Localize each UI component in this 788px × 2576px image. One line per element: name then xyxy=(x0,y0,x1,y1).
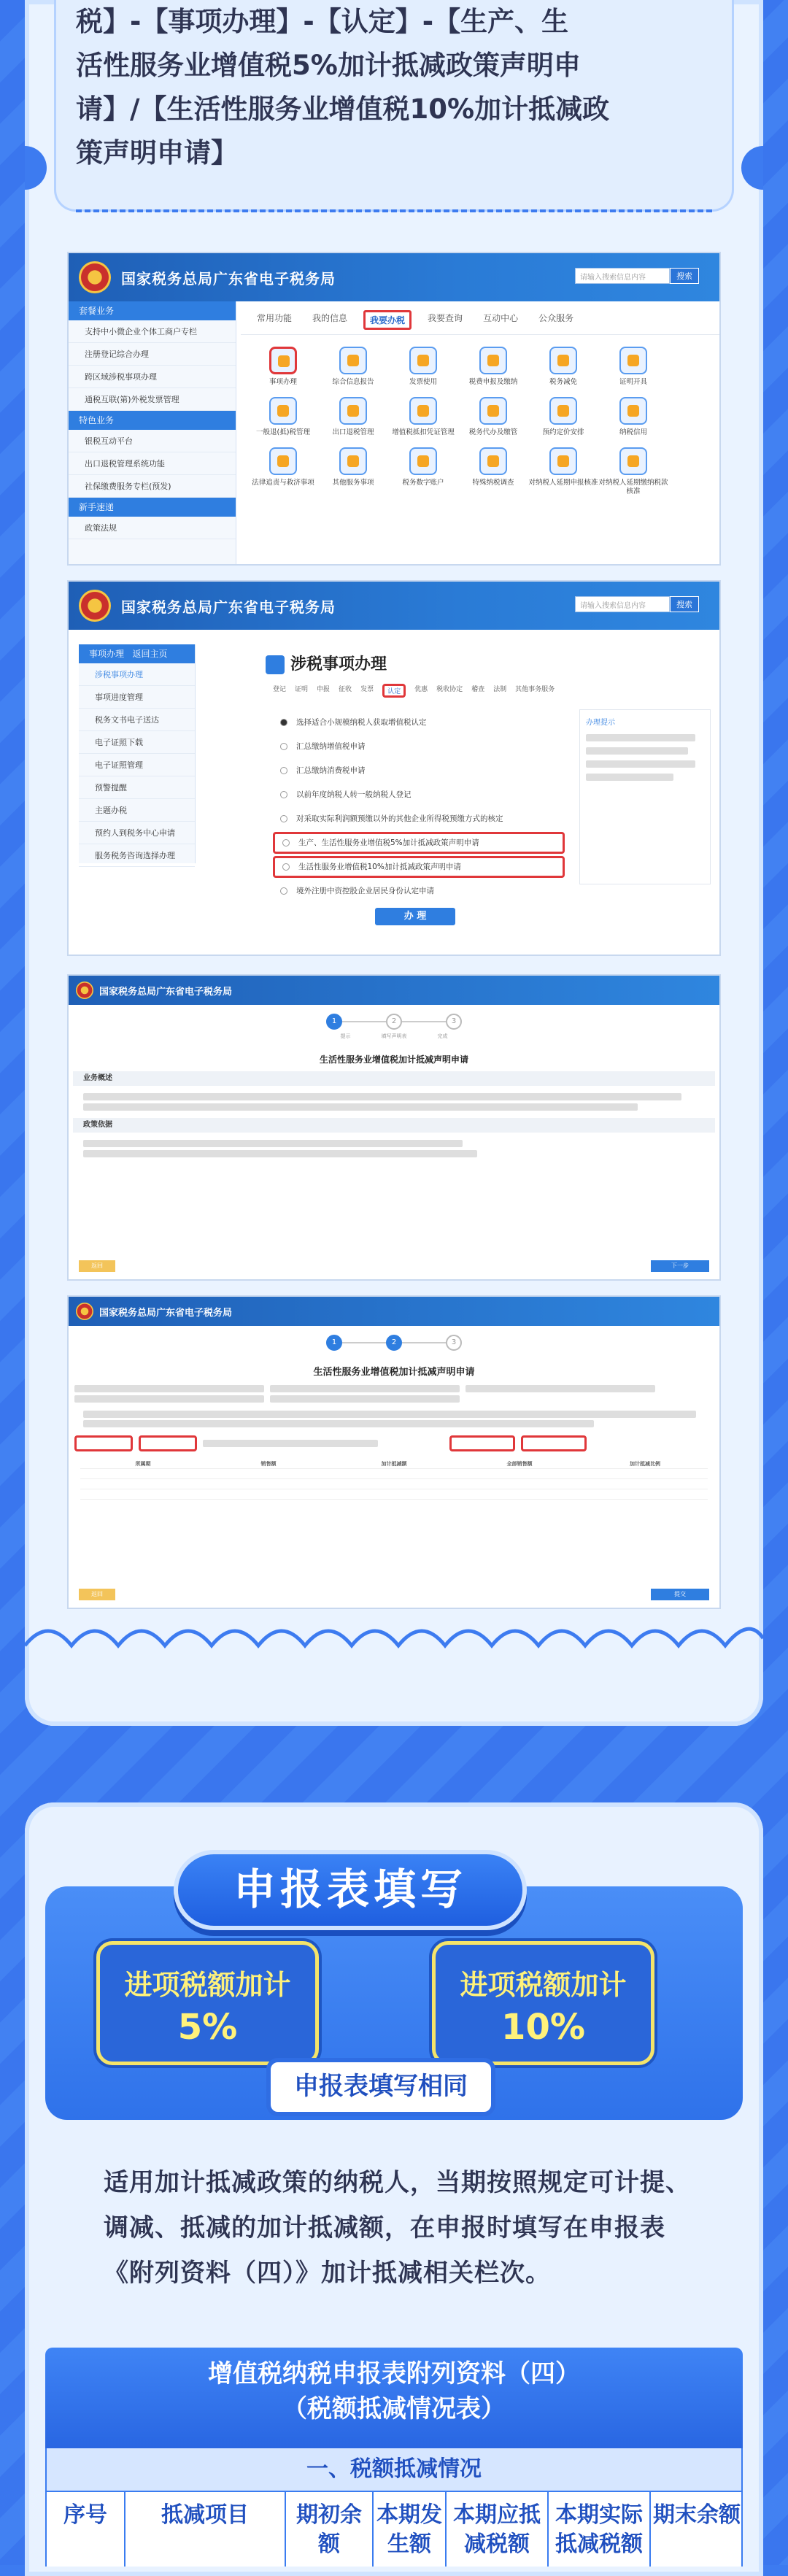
header-search xyxy=(575,596,699,612)
tips-panel xyxy=(579,709,711,884)
submit-button[interactable]: 提交 xyxy=(651,1589,709,1600)
screenshot-portal xyxy=(67,252,721,566)
step-line xyxy=(342,1021,386,1022)
tab-interaction[interactable]: 互动中心 xyxy=(483,313,519,323)
sidebar-item[interactable]: 预约人到税务中心申请 xyxy=(79,822,195,844)
step-line xyxy=(402,1342,446,1343)
screenshot-step2 xyxy=(67,1295,721,1609)
form-table xyxy=(45,2348,743,2567)
total-sales-field[interactable] xyxy=(449,1435,515,1451)
service-item[interactable] xyxy=(458,397,528,437)
export-icon xyxy=(339,397,367,425)
sidebar-item[interactable]: 注册登记综合办理 xyxy=(69,343,236,366)
radio-icon xyxy=(280,743,287,750)
sidebar-item[interactable]: 通税互联(第)外税发票管理 xyxy=(69,388,236,411)
service-label: 事项办理 xyxy=(269,378,297,386)
table-section-row: 一、税额抵减情况 xyxy=(45,2448,743,2491)
radio-icon xyxy=(280,887,287,895)
option-row[interactable] xyxy=(273,880,565,902)
table-header-cell: 所属期 xyxy=(135,1461,151,1467)
header-search xyxy=(575,268,699,284)
voucher-icon xyxy=(409,397,437,425)
rate-label: 进项税额加计 xyxy=(460,1969,627,2001)
column-header: 抵减项目 xyxy=(125,2492,286,2567)
search-button[interactable]: 搜索 xyxy=(670,596,699,612)
tab-invoice[interactable]: 发票 xyxy=(360,686,374,693)
tab-preferential[interactable]: 优惠 xyxy=(414,686,428,693)
option-list xyxy=(273,709,565,925)
sidebar-section[interactable]: 新手速递 xyxy=(69,498,236,517)
sidebar-section[interactable]: 套餐业务 xyxy=(69,301,236,320)
tab-register[interactable]: 登记 xyxy=(273,686,287,693)
intro-line: 请】/【生活性服务业增值税10%加计抵减政 xyxy=(76,93,610,125)
rate-box-10pct xyxy=(432,1941,654,2065)
option-label: 以前年度纳税人转一般纳税人登记 xyxy=(296,790,412,799)
back-button[interactable]: 返回 xyxy=(79,1589,115,1600)
service-label: 对纳税人延期申报核准 xyxy=(528,479,598,487)
option-row[interactable] xyxy=(273,784,565,806)
dashed-divider xyxy=(76,209,712,212)
section-badge: 申报表填写 xyxy=(174,1850,527,1930)
table-header-cell: 加计抵减比例 xyxy=(630,1461,660,1467)
step-label: 填写声明表 xyxy=(381,1033,407,1039)
text-line xyxy=(83,1411,696,1418)
form-field[interactable] xyxy=(270,1395,460,1403)
form-field[interactable] xyxy=(74,1395,264,1403)
service-label: 增值税抵扣凭证管理 xyxy=(392,428,455,436)
sidebar-item[interactable]: 出口退税管理系统功能 xyxy=(69,452,236,475)
side-head-label: 事项办理 xyxy=(89,649,125,659)
table-columns xyxy=(45,2491,743,2567)
service-item[interactable] xyxy=(598,447,668,496)
intro-line: 策声明申请】 xyxy=(76,137,238,169)
sidebar-item[interactable]: 跨区域涉税事项办理 xyxy=(69,366,236,388)
service-item[interactable] xyxy=(528,397,598,437)
service-label: 预约定价安排 xyxy=(542,428,584,436)
tab-declare[interactable]: 申报 xyxy=(317,686,331,693)
form-row xyxy=(69,1434,719,1454)
column-header: 本期发生额 xyxy=(374,2492,447,2567)
radio-icon xyxy=(280,815,287,822)
column-header: 本期应抵减税额 xyxy=(447,2492,549,2567)
service-item[interactable] xyxy=(528,347,598,387)
tab-collect[interactable]: 征收 xyxy=(339,686,352,693)
step-3: 3 xyxy=(446,1335,462,1351)
service-label: 税务代办及缴管 xyxy=(468,428,518,436)
form-field[interactable] xyxy=(270,1385,460,1392)
table-title-line: 增值税纳税申报表附列资料（四） xyxy=(208,2359,580,2388)
sidebar-item[interactable]: 电子证照下载 xyxy=(79,731,195,754)
radio-icon xyxy=(280,767,287,774)
intro-text xyxy=(76,0,703,175)
matters-tabs xyxy=(273,684,555,698)
service-item[interactable] xyxy=(458,447,528,496)
next-button[interactable]: 下一步 xyxy=(651,1260,709,1272)
service-label: 其他服务事项 xyxy=(332,479,374,487)
tab-proof[interactable]: 证明 xyxy=(295,686,309,693)
portal-main xyxy=(241,301,719,508)
tab-identify[interactable]: 认定 xyxy=(382,684,406,698)
sidebar-item[interactable]: 支持中小微企业个体工商户专栏 xyxy=(69,320,236,343)
account-icon xyxy=(409,447,437,475)
step-2: 2 xyxy=(386,1335,402,1351)
other-icon xyxy=(339,447,367,475)
service-label: 特殊纳税调查 xyxy=(472,479,514,487)
ratio-field[interactable] xyxy=(521,1435,587,1451)
service-item[interactable] xyxy=(598,397,668,437)
form-row xyxy=(69,1394,719,1404)
table-title-line: （税额抵减情况表） xyxy=(282,2394,506,2423)
radio-icon xyxy=(280,791,287,798)
tab-inspect[interactable]: 稽查 xyxy=(471,686,485,693)
tax-emblem-icon xyxy=(79,261,111,293)
option-label: 汇总缴纳消费税申请 xyxy=(296,766,366,775)
basis-text xyxy=(69,1133,719,1165)
pen-icon xyxy=(269,347,297,374)
service-label: 法律追责与救济事项 xyxy=(252,479,314,487)
portal-sidebar xyxy=(69,301,236,566)
option-row[interactable] xyxy=(273,712,565,733)
form-field[interactable] xyxy=(74,1385,264,1392)
service-item[interactable] xyxy=(248,447,318,496)
tab-common[interactable]: 常用功能 xyxy=(257,313,293,323)
service-item[interactable] xyxy=(388,447,458,496)
service-item[interactable] xyxy=(598,347,668,387)
sidebar-item[interactable]: 税务文书电子送达 xyxy=(79,709,195,731)
credit-icon xyxy=(619,397,647,425)
agent-icon xyxy=(479,397,507,425)
delay-icon xyxy=(549,447,577,475)
step-label: 完成 xyxy=(437,1033,448,1039)
invoice-icon xyxy=(409,347,437,374)
investigation-icon xyxy=(479,447,507,475)
tax-emblem-icon xyxy=(76,1303,93,1320)
reduce-icon xyxy=(549,347,577,374)
tab-legal[interactable]: 法制 xyxy=(493,686,507,693)
matters-sidebar xyxy=(79,644,196,863)
tax-emblem-icon xyxy=(76,982,93,999)
service-label: 证明开具 xyxy=(619,378,647,386)
step-label: 提示 xyxy=(340,1033,351,1039)
tab-query[interactable]: 我要查询 xyxy=(428,313,463,323)
tab-treaty[interactable]: 税收协定 xyxy=(436,686,463,693)
stepper xyxy=(69,1014,719,1030)
form-field[interactable] xyxy=(203,1440,378,1447)
option-label: 生活性服务业增值税10%加计抵减政策声明申请 xyxy=(298,863,461,871)
table-header xyxy=(80,1459,708,1469)
tab-other[interactable]: 其他事务服务 xyxy=(515,686,555,693)
refund-icon xyxy=(269,397,297,425)
tips-text xyxy=(586,774,673,781)
declare-icon xyxy=(479,347,507,374)
explanation-paragraph: 适用加计抵减政策的纳税人，当期按照规定可计提、调减、抵减的加计抵减额，在申报时填写在申报表《附列资料（四）》加计抵减相关栏次。 xyxy=(104,2168,691,2288)
doc-title: 生活性服务业增值税加计抵减声明申请 xyxy=(313,1367,475,1378)
portal-title: 国家税务总局广东省电子税务局 xyxy=(99,1307,233,1319)
table-header-cell: 销售额 xyxy=(260,1461,277,1467)
step-line xyxy=(342,1342,386,1343)
table-row xyxy=(80,1469,708,1479)
service-label: 对纳税人延期缴纳税款核准 xyxy=(598,479,668,495)
option-row-10pct[interactable] xyxy=(273,856,565,878)
service-label: 税务减免 xyxy=(549,378,577,386)
section-basis: 政策依据 xyxy=(73,1118,715,1133)
do-button[interactable]: 办 理 xyxy=(375,908,455,925)
option-row[interactable] xyxy=(273,736,565,757)
period-select[interactable] xyxy=(74,1435,133,1451)
step-3: 3 xyxy=(446,1014,462,1030)
tips-text xyxy=(586,734,695,741)
law-icon xyxy=(269,447,297,475)
sidebar-item[interactable]: 服务税务咨询选择办理 xyxy=(79,844,195,867)
report-icon xyxy=(339,347,367,374)
table-row xyxy=(80,1489,708,1500)
sidebar-item[interactable]: 电子证照管理 xyxy=(79,754,195,776)
tips-head: 办理提示 xyxy=(586,719,615,727)
service-label: 综合信息报告 xyxy=(332,378,374,386)
search-button[interactable]: 搜索 xyxy=(670,268,699,284)
column-header: 期初余额 xyxy=(286,2492,374,2567)
history-table xyxy=(80,1459,708,1500)
table-title xyxy=(45,2348,743,2448)
sidebar-item[interactable]: 主题办税 xyxy=(79,799,195,822)
service-label: 发票使用 xyxy=(409,378,437,386)
option-row[interactable] xyxy=(273,808,565,830)
option-row[interactable] xyxy=(273,760,565,782)
sidebar-section[interactable]: 特色业务 xyxy=(69,411,236,430)
service-label: 出口退税管理 xyxy=(332,428,374,436)
portal-header xyxy=(69,1297,719,1326)
notch-right xyxy=(741,146,763,190)
screenshot-step1 xyxy=(67,974,721,1281)
service-item[interactable] xyxy=(318,447,388,496)
service-item[interactable] xyxy=(528,447,598,496)
service-item[interactable] xyxy=(388,397,458,437)
tips-text xyxy=(586,747,688,755)
text-line xyxy=(83,1093,681,1100)
text-line xyxy=(83,1150,477,1157)
service-item[interactable] xyxy=(318,347,388,387)
form-field[interactable] xyxy=(466,1385,655,1392)
service-matters[interactable] xyxy=(248,347,318,387)
portal-title: 国家税务总局广东省电子税务局 xyxy=(99,986,233,998)
tips-text xyxy=(586,760,695,768)
option-label: 汇总缴纳增值税申请 xyxy=(296,742,366,751)
statement-text xyxy=(69,1404,719,1434)
column-header: 本期实际抵减税额 xyxy=(549,2492,651,2567)
same-form-pill: 申报表填写相同 xyxy=(266,2058,495,2116)
sidebar-item[interactable]: 政策法规 xyxy=(69,517,236,539)
service-item[interactable] xyxy=(458,347,528,387)
card-procedure xyxy=(25,0,763,1726)
step-2: 2 xyxy=(386,1014,402,1030)
sidebar-item[interactable]: 社保缴费服务专栏(预发) xyxy=(69,475,236,498)
overview-text xyxy=(69,1086,719,1118)
search-input[interactable]: 请输入搜索信息内容 xyxy=(575,596,670,612)
portal-tabs xyxy=(241,301,719,335)
step-1: 1 xyxy=(326,1335,342,1351)
screenshot-matters xyxy=(67,580,721,956)
option-row-5pct[interactable] xyxy=(273,832,565,854)
notch-left xyxy=(25,146,47,190)
sidebar-item[interactable]: 事项进度管理 xyxy=(79,686,195,709)
tab-my-info[interactable]: 我的信息 xyxy=(312,313,348,323)
rate-box-5pct xyxy=(96,1941,319,2065)
sidebar-item[interactable]: 涉税事项办理 xyxy=(79,663,195,686)
column-header: 期末余额 xyxy=(651,2492,743,2567)
option-label: 生产、生活性服务业增值税5%加计抵减政策声明申请 xyxy=(298,838,479,847)
service-label: 税费申报及缴纳 xyxy=(468,378,518,386)
column-header: 序号 xyxy=(47,2492,125,2567)
doc-title: 生活性服务业增值税加计抵减声明申请 xyxy=(319,1054,468,1065)
delay-pay-icon xyxy=(619,447,647,475)
step-labels xyxy=(69,1033,719,1040)
form-row xyxy=(69,1384,719,1394)
rate-value: 5% xyxy=(177,2007,238,2048)
sidebar-item[interactable]: 预警提醒 xyxy=(79,776,195,799)
step-line xyxy=(402,1021,446,1022)
step-1: 1 xyxy=(326,1014,342,1030)
service-item[interactable] xyxy=(318,397,388,437)
table-row xyxy=(80,1479,708,1489)
service-label: 一般退(抵)税管理 xyxy=(256,428,310,436)
matters-title xyxy=(266,652,387,674)
option-label: 选择适合小规模纳税人获取增值税认定 xyxy=(296,718,427,727)
text-line xyxy=(83,1103,638,1111)
rate-value: 10% xyxy=(501,2007,585,2048)
service-item[interactable] xyxy=(388,347,458,387)
pricing-icon xyxy=(549,397,577,425)
table-header-cell: 全部销售额 xyxy=(506,1461,533,1467)
industry-select[interactable] xyxy=(139,1435,197,1451)
tab-tax-handling[interactable]: 我要办税 xyxy=(363,310,412,330)
tab-public[interactable]: 公众服务 xyxy=(538,313,574,323)
text-line xyxy=(83,1420,594,1427)
portal-header xyxy=(69,253,719,301)
tax-emblem-icon xyxy=(79,590,111,622)
radio-icon xyxy=(282,863,290,871)
radio-icon xyxy=(282,839,290,847)
back-button[interactable]: 返回 xyxy=(79,1260,115,1272)
service-item[interactable] xyxy=(248,397,318,437)
search-input[interactable]: 请输入搜索信息内容 xyxy=(575,268,670,284)
certificate-icon xyxy=(619,347,647,374)
text-line xyxy=(83,1140,463,1147)
matters-icon xyxy=(266,655,285,674)
back-home-link[interactable]: 返回主页 xyxy=(132,649,168,659)
intro-line: 活性服务业增值税5%加计抵减政策声明申 xyxy=(76,50,581,81)
radio-icon xyxy=(280,719,287,726)
rate-label: 进项税额加计 xyxy=(124,1969,291,2001)
portal-title: 国家税务总局广东省电子税务局 xyxy=(121,269,336,288)
portal-title: 国家税务总局广东省电子税务局 xyxy=(121,598,336,616)
sidebar-item[interactable]: 银税互动平台 xyxy=(69,430,236,452)
table-header-cell: 加计抵减额 xyxy=(381,1461,407,1467)
service-label: 纳税信用 xyxy=(619,428,647,436)
portal-header xyxy=(69,582,719,630)
stamp-edge xyxy=(25,1616,763,1675)
matters-side-head xyxy=(79,644,195,663)
service-icon-grid xyxy=(241,335,719,508)
portal-header xyxy=(69,976,719,1005)
stepper xyxy=(69,1335,719,1351)
option-label: 对采取实际利润额预缴以外的其他企业所得税预缴方式的核定 xyxy=(296,814,503,823)
option-label: 境外注册中资控股企业居民身份认定申请 xyxy=(296,887,434,895)
section-overview: 业务概述 xyxy=(73,1071,715,1086)
intro-line: 税】-【事项办理】-【认定】-【生产、生 xyxy=(76,6,569,37)
matters-title-text: 涉税事项办理 xyxy=(290,655,387,674)
service-label: 税务数字账户 xyxy=(402,479,444,487)
